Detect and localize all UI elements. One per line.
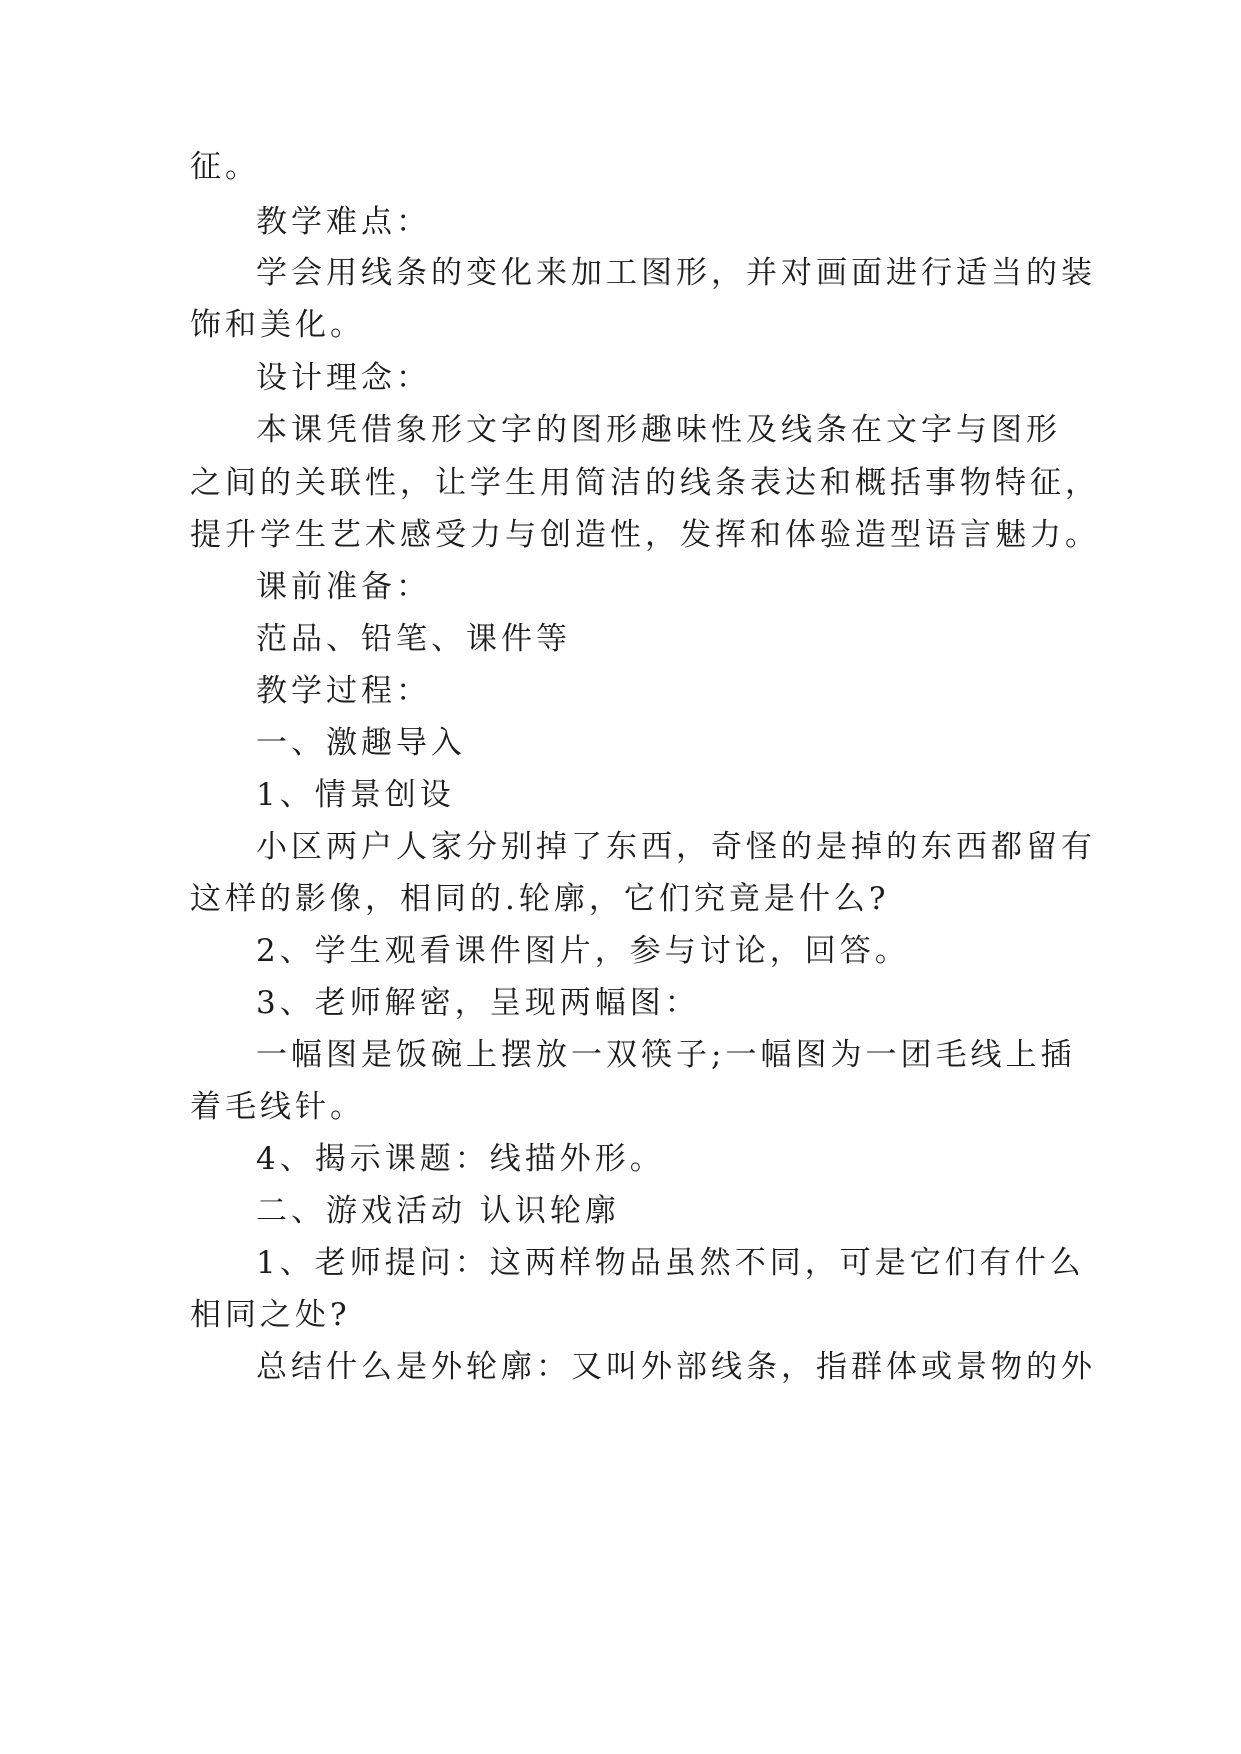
text-line: 小区两户人家分别掉了东西，奇怪的是掉的东西都留有 <box>256 829 1096 865</box>
list-item: 1、情景创设 <box>256 777 455 813</box>
text-line: 本课凭借象形文字的图形趣味性及线条在文字与图形 <box>256 412 1061 448</box>
list-item: 2、学生观看课件图片，参与讨论，回答。 <box>256 933 910 969</box>
text-line: 提升学生艺术感受力与创造性，发挥和体验造型语言魅力。 <box>190 517 1100 553</box>
text-line: 一幅图是饭碗上摆放一双筷子;一幅图为一团毛线上插 <box>256 1037 1076 1073</box>
text-line: 着毛线针。 <box>190 1089 365 1125</box>
subheading-game-activity: 二、游戏活动 认识轮廓 <box>256 1193 620 1229</box>
list-item: 4、揭示课题：线描外形。 <box>256 1141 665 1177</box>
text-line: 范品、铅笔、课件等 <box>256 621 571 657</box>
subheading-intro: 一、激趣导入 <box>256 725 466 761</box>
section-heading-teaching-difficulty: 教学难点： <box>256 204 431 240</box>
text-line: 饰和美化。 <box>190 307 365 343</box>
text-line: 之间的关联性，让学生用简洁的线条表达和概括事物特征， <box>190 465 1100 501</box>
text-line: 总结什么是外轮廓：又叫外部线条，指群体或景物的外 <box>256 1349 1096 1385</box>
list-item: 3、老师解密，呈现两幅图： <box>256 985 700 1021</box>
section-heading-design-concept: 设计理念： <box>256 360 431 396</box>
section-heading-teaching-process: 教学过程： <box>256 673 431 709</box>
text-line: 学会用线条的变化来加工图形，并对画面进行适当的装 <box>256 255 1096 291</box>
text-line: 这样的影像，相同的.轮廓，它们究竟是什么? <box>190 881 890 917</box>
text-line: 征。 <box>190 149 260 185</box>
section-heading-preparation: 课前准备： <box>256 569 431 605</box>
text-line: 相同之处? <box>190 1297 351 1333</box>
list-item: 1、老师提问：这两样物品虽然不同，可是它们有什么 <box>256 1245 1085 1281</box>
